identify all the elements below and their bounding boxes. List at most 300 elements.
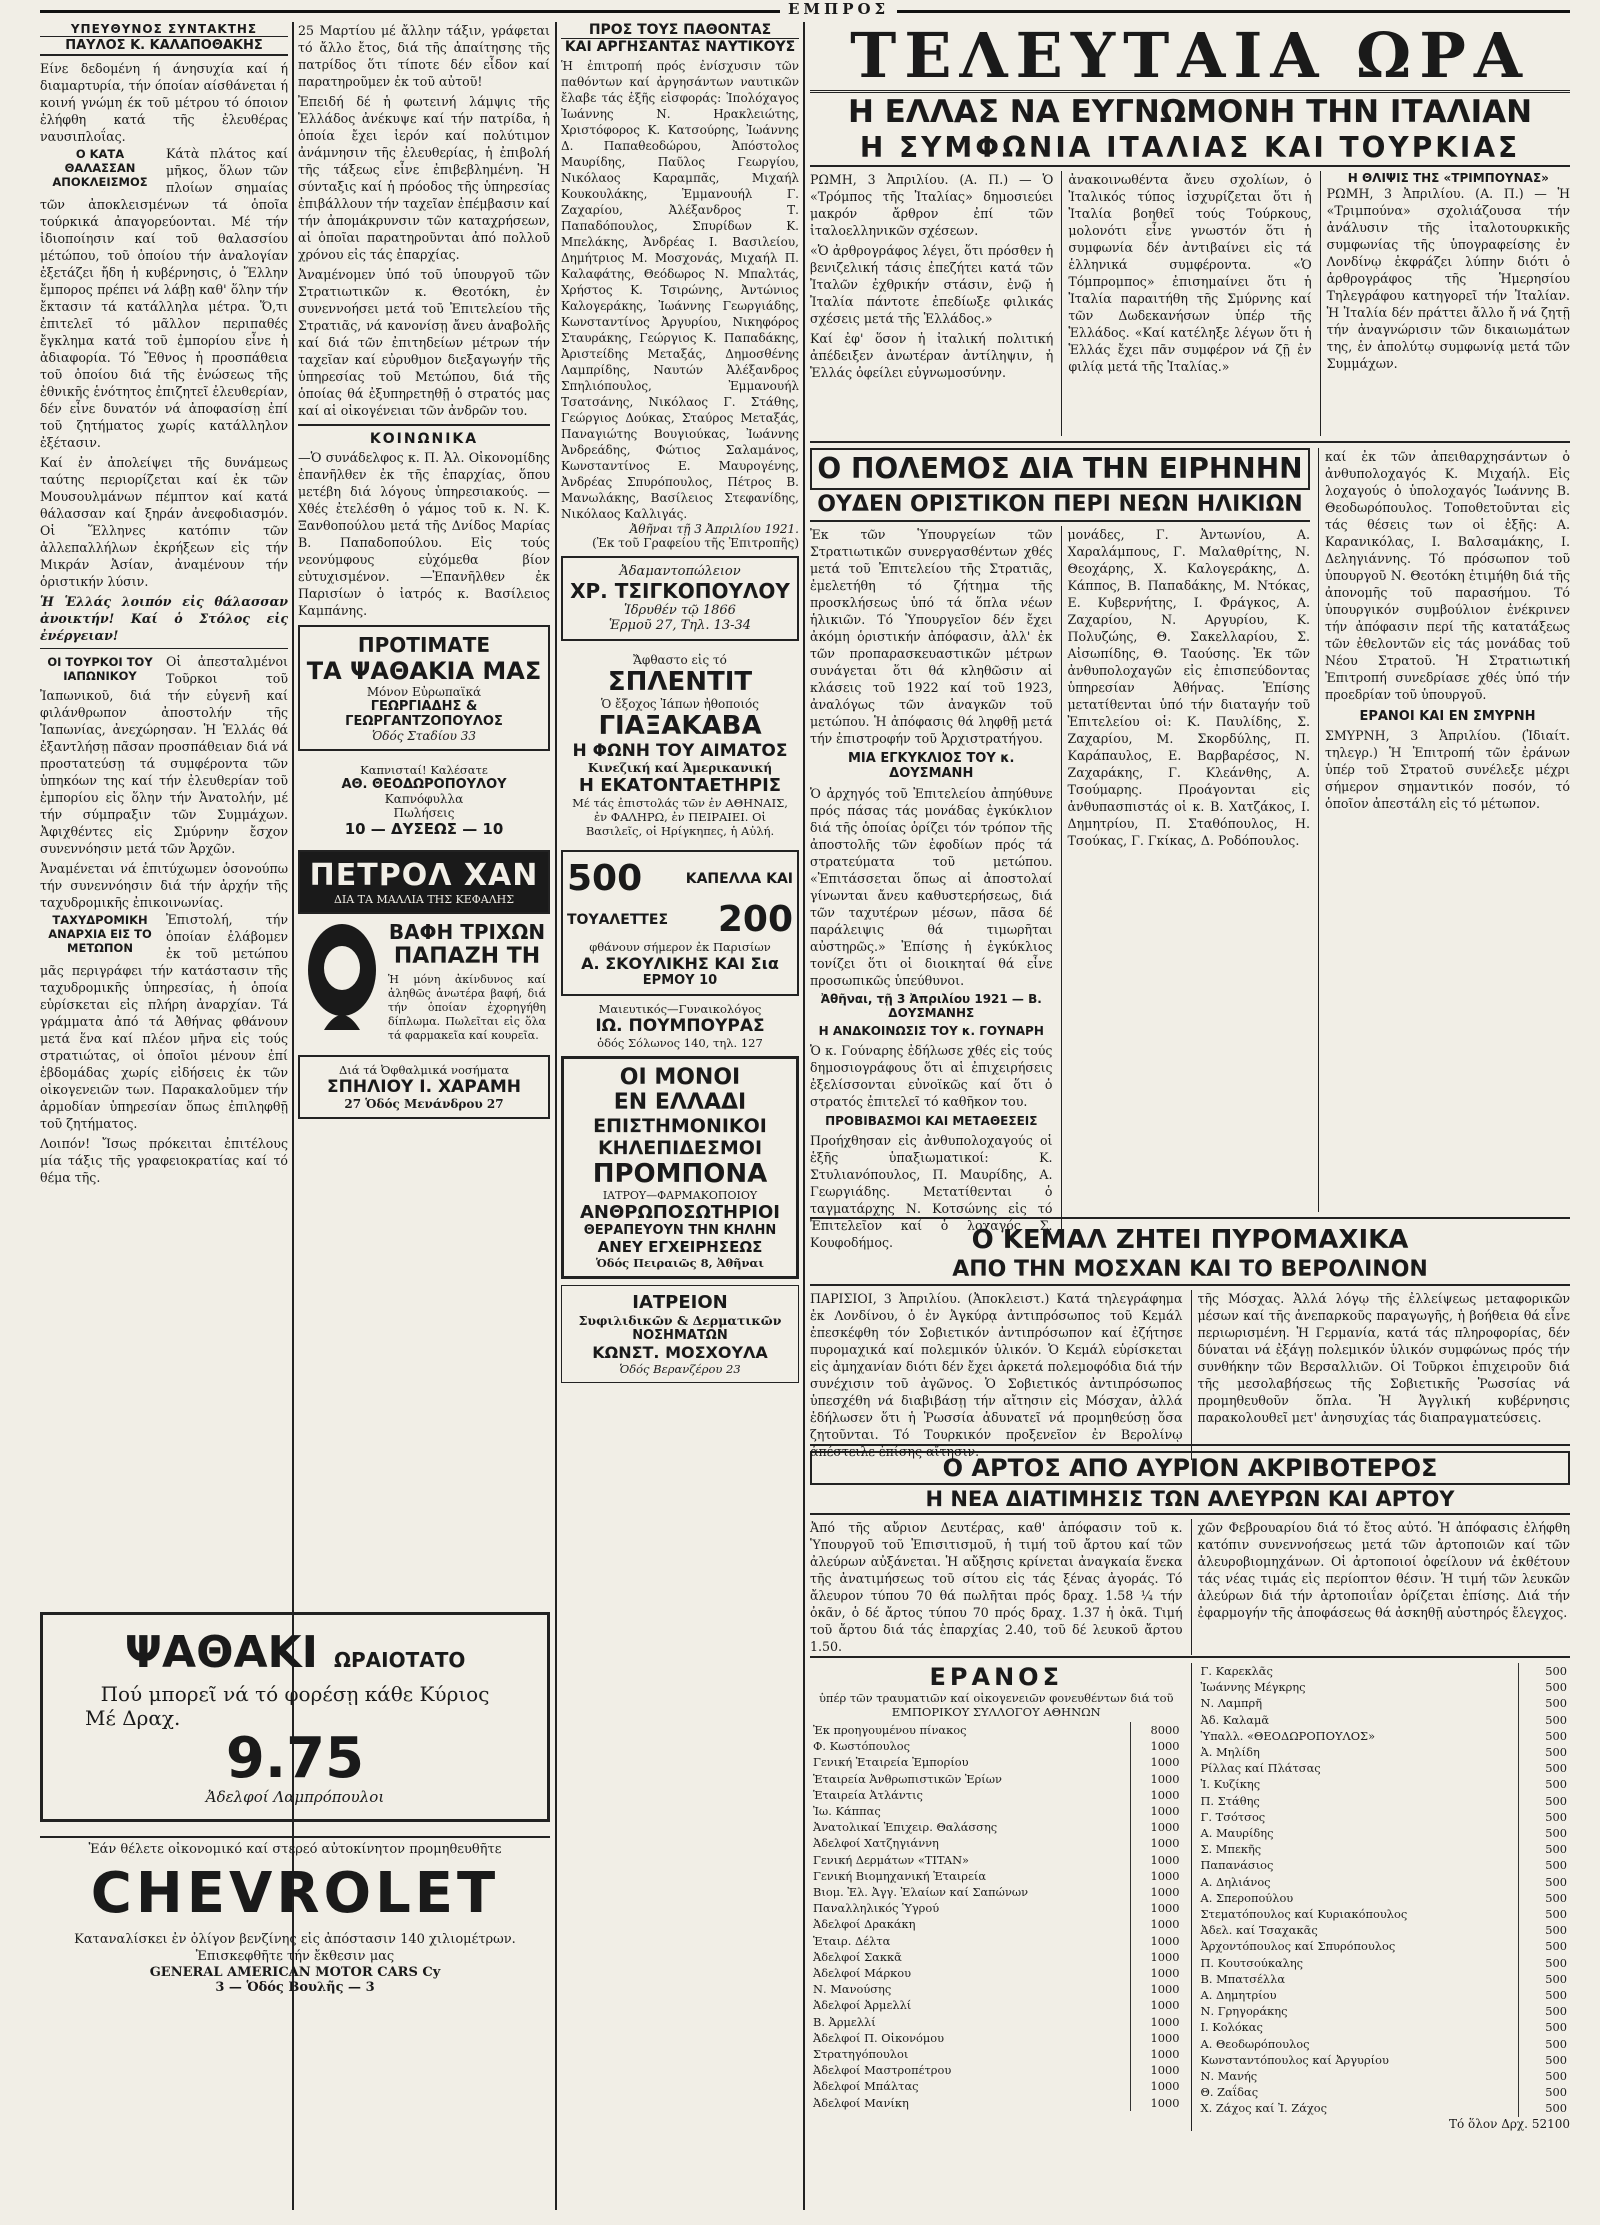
paragraph: Λοιπόν! Ἴσως πρόκειται ἐπιτέλους μία τάξις τῆς γραφειοκρατίας καί τό θέμα τῆς. [40, 1136, 288, 1185]
ad-text: Ἀδελφοί Λαμπρόπουλοι [205, 1788, 385, 1806]
donor-name: Ἀδελφοί Μανίκη [813, 2095, 909, 2110]
donor-name: Ἑταιρ. Δέλτα [813, 1933, 891, 1948]
subheading: ΕΡΑΝΟΙ ΚΑΙ ΕΝ ΣΜΥΡΝΗ [1359, 709, 1536, 724]
donation-row [810, 1835, 1183, 1851]
donation-amount: 500 [1518, 1971, 1570, 1987]
ad-text: Ἱδρυθέν τῷ 1866 [624, 603, 736, 618]
donation-amount: 500 [1518, 1890, 1570, 1906]
donor-name: Φ. Κωστόπουλος [813, 1739, 911, 1754]
ad-text: Καπνόφυλλα [384, 792, 464, 806]
donation-amount: 1000 [1131, 1884, 1183, 1900]
donation-amount: 500 [1518, 1728, 1570, 1744]
donation-amount: 500 [1518, 1809, 1570, 1825]
donation-row [1198, 2084, 1571, 2100]
donor-name: Α. Μαυρίδης [1200, 1826, 1274, 1841]
donation-amount: 500 [1518, 1987, 1570, 2003]
ad-text: Ὁδός Σταδίου 33 [371, 729, 477, 743]
ad-text: Καταναλίσκει ἐν ὀλίγον βενζίνης εἰς ἀπόστασιν 140 χιλιομέτρων. Ἐπισκεφθῆτε τήν ἔκθεσιν μας [74, 1932, 516, 1964]
ad-text: ΑΘ. ΘΕΟΔΩΡΟΠΟΥΛΟΥ [341, 777, 507, 792]
heading: ΠΡΟΣ ΤΟΥΣ ΠΑΘΟΝΤΑΣ [561, 22, 799, 39]
donation-row [1198, 1744, 1571, 1760]
donor-name: Ν. Μανής [1200, 2069, 1258, 2084]
ad-chevrolet [40, 1836, 550, 2006]
donor-name: Ἀδελφοί Μπάλτας [813, 2079, 919, 2094]
ad-number: 500 [567, 858, 643, 899]
paragraph: ἀνακοινωθέντα ἄνευ σχολίων, ὁ Ἰταλικός τύπος ἰσχυρίζεται ὅτι ἡ Ἰταλία βοηθεῖ τούς Τούρκους, μολονότι εἶνε γνωστόν ὅτι ἡ συμφωνία δέν ἀντιβαίνει εἰς τά ἑλληνικά συμφέροντα. «Ὁ Τόμπρομπος» ἐπισημαίνει ὅτι ἡ Ἰταλία παραιτήθη τῆς Σμύρνης καί τῶν Δωδεκανήσων ὑπέρ τῆς Ἑλλάδος. «Καί κατέληξε λέγων ὅτι ἡ Ἑλλάς ἔχει πᾶν συμφέρον νά ζῇ ἐν φιλίᾳ μετά τῆς Ἰταλίας.» [1068, 172, 1312, 374]
ad-text: ΠΕΤΡΟΛ ΧΑΝ [309, 858, 539, 893]
paragraph: ΡΩΜΗ, 3 Ἀπριλίου. (Α. Π.) — Ὁ «Τρόμπος τῆς Ἰταλίας» δημοσιεύει μακρόν ἄρθρον ἐπί τῶν ἰταλοελληνικῶν σχέσεων. [810, 172, 1054, 238]
ad-text: Η ΦΩΝΗ ΤΟΥ ΑΙΜΑΤΟΣ [572, 741, 788, 761]
ad-text: Πωλήσεις [393, 806, 455, 820]
donation-table-right [1198, 1663, 1571, 2117]
side-heading: ΤΑΧΥΔΡΟΜΙΚΗ ΑΝΑΡΧΙΑ ΕΙΣ ΤΟ ΜΕΤΩΠΟΝ [48, 913, 152, 955]
ad-text: Μέ Δραχ. [85, 1706, 181, 1730]
donor-name: Χ. Ζάχος καί Ἰ. Ζάχος [1200, 2101, 1328, 2116]
ad-number: 200 [717, 899, 793, 940]
donation-row [1198, 2003, 1571, 2019]
paragraph: 25 Μαρτίου μέ ἄλλην τάξιν, γράφεται τό ἄλλο ἔτος, διά τῆς ἀπαίτησης τῆς πατρίδος ὅτι τίποτε δέν εἶδον καί παρατηροῦμεν ἐκ τοῦ αὐτοῦ! [298, 23, 550, 89]
donation-row [810, 1997, 1183, 2013]
ad-text: ΙΑΤΡΟΥ—ΦΑΡΜΑΚΟΠΟΙΟΥ [602, 1189, 758, 1202]
donor-name: Σ. Μπεκῆς [1200, 1842, 1262, 1857]
kemal-story [810, 1224, 1570, 1459]
donation-amount: 500 [1518, 1825, 1570, 1841]
ad-text: Μόνον Εὐρωπαϊκά [366, 685, 482, 699]
donor-name: Ἀδ. Καλαμᾶ [1200, 1712, 1270, 1727]
right-section [810, 19, 1570, 2210]
paragraph: Ἀναμένομεν ὑπό τοῦ ὑπουργοῦ τῶν Στρατιωτικῶν κ. Θεοτόκη, ἐν συνεννοήσει μετά τοῦ Ἐπιτελείου τῆς Στρατιᾶς, νά κανονίσῃ ἄνευ ἀναβολῆς καί διά τῶν ἐπιτηδείων μέτρων τήν ταχεῖαν καί εὐρυθμον διεξαγωγήν τῆς ὑπηρεσίας τοῦ Μετώπου, διά τῆς ὁποίας θά ἐξυπηρετηθῇ ὁ στρατός μας καί αἱ οἰκογένειαι τῶν ἀνδρῶν του. [298, 267, 550, 418]
donation-row [810, 2095, 1183, 2111]
ad-text: Καπνισταί! Καλέσατε [360, 763, 488, 777]
donation-amount: 500 [1518, 1874, 1570, 1890]
donation-row [810, 2062, 1183, 2078]
paragraph: Ἀναμένεται νά ἐπιτύχωμεν ὁσονούπω τήν συνεννόησιν διά τήν ἀρχήν τῆς ταχυδρομικῆς ἐπικοινωνίας. [40, 861, 288, 910]
ad-text: Ἄφθαστο εἰς τό [633, 653, 727, 667]
donation-row [1198, 2052, 1571, 2068]
donation-amount: 1000 [1131, 1835, 1183, 1851]
donor-name: Ἀ. Μηλίδη [1200, 1745, 1260, 1760]
ad-clinic [561, 1285, 799, 1383]
donor-name: Α. Δημητρίου [1200, 1988, 1277, 2003]
paragraph: Ἐπειδή δέ ἡ φωτεινή λάμψις τῆς Ἑλλάδος ἀνέκυψε καί τήν πατρίδα, ἡ ὁποία ἔχει ἱερόν καί πολύτιμον ἀνάμνησιν τῆς ἐλευθερίας, ἡ ἐπιβολή τῆς τάξεως εἶνε ἐπιβεβλημένη. Ἡ σύνταξις καί ἡ πρόοδος τῆς ὑπηρεσίας ἐπιβάλλουν τήν ταχεῖαν ἐπέμβασιν καί τήν ἀπομάκρυνσιν τῶν καταχρήσεων, αἱ ὁποῖαι παρατηροῦνται ἀπό πολλοῦ χρόνου εἰς τάς ἐπαρχίας. [298, 94, 550, 262]
donation-amount: 500 [1518, 1712, 1570, 1728]
donor-name: Ν. Μανούσης [813, 1982, 892, 1997]
ad-text: ΙΑΤΡΕΙΟΝ [632, 1292, 728, 1313]
donation-amount: 1000 [1131, 2046, 1183, 2062]
ad-eye-doctor [298, 1055, 550, 1119]
ad-text: Κινεζική καί Ἀμερικανική [587, 761, 773, 775]
woman-portrait-icon [302, 920, 382, 1040]
subheading: ΜΙΑ ΕΓΚΥΚΛΙΟΣ ΤΟΥ κ. ΔΟΥΣΜΑΝΗ [848, 751, 1015, 781]
donor-name: Ρίλλας καί Πλάτσας [1200, 1761, 1321, 1776]
paragraph: Ἀπό τῆς αὔριον Δευτέρας, καθ' ἀπόφασιν τοῦ κ. Ὑπουργοῦ τοῦ Ἐπισιτισμοῦ, ἡ τιμή τοῦ ἄρτου καί τῶν ἀλεύρων αὐξάνεται. Ἡ αὔξησις κρίνεται ἀναγκαία ἕνεκα τῆς ἀνατιμήσεως τοῦ σίτου εἰς τάς ξένας ἀγοράς. Τό ἄλευρον τύπου 70 θά πωλῆται πρός δραχ. 1.58 ¼ τήν ὀκᾶν, ὁ δέ ἄρτος τύπου 70 πρός δραχ. 1.37 ἡ ὀκᾶ. Τιμή τοῦ ἄρτου διά τάς ἐπαρχίας 2.40, τοῦ δέ λευκοῦ ἄρτου 1.50. [810, 1520, 1183, 1654]
donation-amount: 500 [1518, 2019, 1570, 2035]
brand-name: CHEVROLET [90, 1861, 500, 1926]
donation-row [810, 1900, 1183, 1916]
banner-last-hour: ΤΕΛΕΥΤΑΙΑ ΩΡΑ [810, 22, 1570, 93]
signature-line: (Ἐκ τοῦ Γραφείου τῆς Ἐπιτροπῆς) [592, 536, 799, 550]
donor-name: Γ. Καρεκλᾶς [1200, 1664, 1273, 1678]
subheading: Η ΘΛΙΨΙΣ ΤΗΣ «ΤΡΙΜΠΟΥΝΑΣ» [1347, 171, 1549, 185]
divider [810, 441, 1570, 443]
intro-paragraph: Είνε δεδομένη ή άνησυχία καί ή διαμαρτυρία, τήν όποίαν αίσθάνεται ή κοινή γνώμη έκ τοῦ μέτρου τό όποιον ἐλήφθη κατά τῆς ἐλευθέρας ναυσιπλοΐας. [40, 61, 288, 144]
ad-text: Ἀδαμαντοπώλειον [619, 564, 741, 579]
donation-amount: 1000 [1131, 2078, 1183, 2094]
donor-name: Ἀδελφοί Δρακάκη [813, 1917, 916, 1932]
donor-name: Ν. Λαμπρῆ [1200, 1696, 1263, 1711]
paragraph: χῶν Φεβρουαρίου διά τό ἔτος αὐτό. Ἡ ἀπόφασις ἐλήφθη κατόπιν συνεννοήσεως μετά τῶν ἀρτοποιῶν καί τῶν ἀλευροβιομηχάνων. Οἱ ἀρτοποιοί ὀφείλουν νά ἐκθέτουν τάς νέας τιμάς εἰς περίοπτον θέσιν. Ἡ τιμή τῶν λευκῶν ἀλεύρων διά τήν ἀρτοποιΐαν ὁρίζεται ἐπίσης. Διά τήν ἐφαρμογήν τῆς ἀποφάσεως θά ἀσκηθῇ αὐστηρός ἔλεγχος. [1191, 1519, 1571, 1655]
donation-row [810, 1965, 1183, 1981]
donation-amount: 1000 [1131, 1771, 1183, 1787]
donation-row [1198, 1841, 1571, 1857]
donation-list [810, 1663, 1570, 2131]
donation-amount: 1000 [1131, 1997, 1183, 2013]
donation-row [810, 2014, 1183, 2030]
headline: Ο ΠΟΛΕΜΟΣ ΔΙΑ ΤΗΝ ΕΙΡΗΝΗΝ [810, 448, 1310, 490]
donor-name: Ἀδελφοί Μαστροπέτρου [813, 2063, 952, 2078]
donation-row [1198, 1728, 1571, 1744]
donation-amount: 500 [1518, 1841, 1570, 1857]
donation-row [1198, 1695, 1571, 1711]
donor-name: Κωνσταντόπουλος καί Ἀργυρίου [1200, 2052, 1389, 2067]
donation-row [810, 1868, 1183, 1884]
social-news: —Ὁ συνάδελφος κ. Π. Ἀλ. Οἰκονομίδης ἐπανῆλθεν ἐκ τῆς ἐπαρχίας, ὅπου μετέβη διά λόγους ὑπηρεσιακούς. —Χθές ἐτελέσθη ὁ γάμος τοῦ κ. Ν. Κ. Ξανθοπούλου μετά τῆς Δνίδος Μαρίας Β. Παπαδοπούλου. Εἰς τούς νεονύμφους εὐχόμεθα βίον εὐτυχισμένον. —Ἐπανῆλθεν ἐκ Παρισίων ὁ ἰατρός κ. Βασίλειος Καμπάνης. [298, 450, 550, 618]
ad-text: ΑΝΘΡΩΠΟΣΩΤΗΡΙΟΙ [580, 1202, 780, 1223]
headline: Η ΕΛΛΑΣ ΝΑ ΕΥΓΝΩΜΟΝΗ ΤΗΝ ΙΤΑΛΙΑΝ [847, 94, 1533, 130]
ad-text: ΓΕΩΡΓΙΑΔΗΣ & ΓΕΩΡΓΑΝΤΖΟΠΟΥΛΟΣ [345, 699, 503, 729]
donor-name: Β. Ἀρμελλί [813, 2014, 876, 2029]
donor-name: Ἰ. Κυζίκης [1200, 1777, 1261, 1792]
donation-row [1198, 1663, 1571, 1679]
paragraph: ΣΜΥΡΝΗ, 3 Ἀπριλίου. (Ἰδιαίτ. τηλεγρ.) Ἡ Ἐπιτροπή τῶν ἐράνων ὑπέρ τοῦ Στρατοῦ συνέλεξε μέχρι σήμερον σημαντικόν ποσόν, τό ὁποῖον ἀπεστάλη εἰς τό μέτωπον. [1325, 728, 1570, 811]
ad-text: ΚΩΝΣΤ. ΜΟΣΧΟΥΛΑ [592, 1343, 768, 1362]
ad-text: ΣΠΛΕΝΤΙΤ [607, 667, 753, 697]
ad-text: GENERAL AMERICAN MOTOR CARS Cy [149, 1965, 441, 1980]
ad-text: ΠΑΠΑΖΗ ΤΗ [393, 944, 541, 969]
donation-amount: 500 [1518, 1922, 1570, 1938]
ad-text: Ἑρμοῦ 27, Τηλ. 13-34 [608, 618, 752, 633]
italy-story [810, 171, 1570, 436]
donation-row [1198, 1890, 1571, 1906]
donation-row [810, 1754, 1183, 1770]
ad-text: ΒΑΦΗ ΤΡΙΧΩΝ [388, 920, 546, 944]
donor-name: Α. Σπεροπούλου [1200, 1890, 1294, 1905]
byline-name: ΠΑΥΛΟΣ Κ. ΚΑΛΑΠΟΘΑΚΗΣ [40, 36, 288, 56]
donor-name: Ὑπαλλ. «ΘΕΟΔΩΡΟΠΟΥΛΟΣ» [1200, 1728, 1376, 1743]
donation-row [1198, 2019, 1571, 2035]
paragraph: Ὁ κ. Γούναρης ἐδήλωσε χθές εἰς τούς δημοσιογράφους ὅτι αἱ ἐπιχειρήσεις ἐξελίσσονται εὐνοϊκῶς καί ὅτι ὁ στρατός ἐπιτελεῖ τό καθῆκον του. [810, 1043, 1053, 1109]
donor-name: Ἀδελφοί Σακκᾶ [813, 1949, 902, 1964]
ad-text: Ὁδός Βερανζέρου 23 [619, 1362, 741, 1376]
social-heading: ΚΟΙΝΩΝΙΚΑ [369, 431, 479, 447]
donor-name: Ἀδελ. καί Τσαχακᾶς [1200, 1923, 1318, 1938]
headline: ΟΥΔΕΝ ΟΡΙΣΤΙΚΟΝ ΠΕΡΙ ΝΕΩΝ ΗΛΙΚΙΩΝ [810, 490, 1310, 522]
donation-amount: 1000 [1131, 1738, 1183, 1754]
donation-row [1198, 1776, 1571, 1792]
headline: ΑΠΟ ΤΗΝ ΜΟΣΧΑΝ ΚΑΙ ΤΟ ΒΕΡΟΛΙΝΟΝ [810, 1256, 1570, 1286]
divider [298, 424, 550, 426]
headline: Ο ΑΡΤΟΣ ΑΠΟ ΑΥΡΙΟΝ ΑΚΡΙΒΟΤΕΡΟΣ [810, 1451, 1570, 1485]
paragraph: Οἱ ἀπεσταλμένοι Τοῦρκοι τοῦ Ἰαπωνικοῦ, διά τήν εὐγενῆ καί φιλάνθρωπον ἀποστολήν τῆς Ἰαπωνίας, ἀνεχώρησαν. Ἡ Ἑλλάς θά ἐξαντλήσῃ πᾶσαν προσπάθειαν διά νά προστατεύσῃ τά συμφέροντα τῶν ὑπηκόων της καί τήν ἐλευθερίαν τοῦ ἐμπορίου εἰς ὅλην τήν Ἀνατολήν, μέ τήν σύμπραξιν τῶν Συμμάχων. Ἀφιχθέντες εἰς Σμύρνην ἔσχον συνεννόησιν μετά τῶν Ἀρχῶν. [40, 654, 288, 856]
donation-amount: 500 [1518, 1906, 1570, 1922]
ad-text: Η ΕΚΑΤΟΝΤΑΕΤΗΡΙΣ [578, 775, 782, 796]
donation-amount: 500 [1518, 1793, 1570, 1809]
paragraph: μονάδες, Γ. Ἀντωνίου, Α. Χαραλάμπους, Γ. Μαλαθρίτης, Ν. Θεοχάρης, Χ. Καλογεράκης, Δ. Κάππος, Β. Παπαδάκης, Μ. Ντόκας, Ε. Κυβερνήτης, Ι. Φράγκος, Α. Ζαχαρίου, Ν. Αργυρίου, Κ. Πολυζώης, Θ. Σακελλαρίου, Σ. Αἰσωπίδης, Θ. Ταούσης. Ἐκ τῶν ἀνθυπολοχαγῶν εἰς ἐπισπεύδοντας ὑπηρεσίαν Ἀθήνας. Ἐπίσης μετατίθενται ὑπό τήν διαταγήν τοῦ Ἐπιτελείου οἱ: Κ. Παυλίδης, Σ. Ζαχαρίου, Μ. Σκορδύλης, Π. Καράπαυλος, Ε. Βαρβαρέσος, Ν. Ζαχαράκης, Γ. Κλεάνθης, Α. Τσούμαρης. Προάγονται εἰς ἀνθυπασπιστάς οἱ κ. Β. Χατζάκος, Ι. Δημητρίου, Π. Σταθόπουλος, Η. Τσούκας, Γ. Γκίκας, Δ. Ροδόπουλος. [1067, 527, 1310, 848]
ad-text: ΠΡΟΜΠΟΝΑ [592, 1159, 768, 1189]
donor-name: Στεματόπουλος καί Κυριακόπουλος [1200, 1907, 1408, 1922]
ad-text: Μαιευτικός—Γυναικολόγος [598, 1002, 762, 1016]
ad-text: ΚΗΛΕΠΙΔΕΣΜΟΙ [597, 1137, 763, 1159]
ad-text: ὁδός Σόλωνος 140, τηλ. 127 [597, 1036, 763, 1050]
ad-text: Ὁ ἔξοχος Ἰάπων ἠθοποιός [601, 697, 759, 711]
donation-amount: 1000 [1131, 1900, 1183, 1916]
donation-row [1198, 1906, 1571, 1922]
donor-name: Παναλληλικός Ὑγρού [813, 1901, 940, 1916]
donation-amount: 500 [1518, 2003, 1570, 2019]
price: 9.75 [225, 1726, 365, 1791]
masthead: ΕΜΠΡΟΣ [780, 0, 897, 18]
donor-name: Ἰω. Κάππας [813, 1804, 881, 1819]
paragraph: Προήχθησαν εἰς ἀνθυπολοχαγούς οἱ ἑξῆς ὑπαξιωματικοί: Κ. Στυλιανόπουλος, Π. Μαυρίδης, Α. Γεωργιάδης. Μετατίθενται ὁ ταγματάρχης Ν. Κοτσώνης εἰς τό Ἐπιτελεῖον καί ὁ λοχαγός Σ. Κουφοδήμος. [810, 1133, 1053, 1250]
ad-text: ΙΩ. ΠΟΥΜΠΟΥΡΑΣ [595, 1016, 765, 1036]
donation-row [1198, 2100, 1571, 2116]
ad-text: 3 — Ὁδός Βουλῆς — 3 [215, 1980, 375, 1995]
ad-text: Α. ΣΚΟΥΛΙΚΗΣ ΚΑΙ Σια [581, 954, 779, 973]
donation-amount: 1000 [1131, 2095, 1183, 2111]
donor-name: Π. Κουτσούκαλης [1200, 1955, 1304, 1970]
donation-amount: 1000 [1131, 1803, 1183, 1819]
ad-text: ΩΡΑΙΟΤΑΤΟ [334, 1648, 466, 1672]
ad-text: Ἐάν θέλετε οἰκονομικό καί στερεό αὐτοκίνητον προμηθευθῆτε [88, 1842, 502, 1857]
donation-row [1198, 1793, 1571, 1809]
donation-subtitle: ὑπέρ τῶν τραυματιῶν καί οἰκογενειῶν φονευθέντων διά τοῦ ΕΜΠΟΡΙΚΟΥ ΣΥΛΛΟΓΟΥ ΑΘΗΝΩΝ [818, 1691, 1174, 1719]
donor-name: Γ. Τσότσος [1200, 1809, 1266, 1824]
subheading: ΠΡΟΒΙΒΑΣΜΟΙ ΚΑΙ ΜΕΤΑΘΕΣΕΙΣ [825, 1114, 1038, 1128]
ad-hats-500 [561, 850, 799, 996]
ad-jeweller [561, 556, 799, 641]
donation-row [1198, 1679, 1571, 1695]
signature-line: Ἀθῆναι, τῇ 3 Ἀπριλίου 1921 — Β. ΔΟΥΣΜΑΝΗΣ [820, 992, 1042, 1020]
donation-amount: 500 [1518, 2036, 1570, 2052]
paragraph: καί ἐκ τῶν ἀπειθαρχησάντων ὁ ἀνθυπολοχαγός Κ. Μιχαήλ. Εἰς λοχαγούς ὁ ὑπολοχαγός Ἰωάννης Β. Θεοδωρόπουλος. Τοποθετοῦνται εἰς τάς θέσεις των οἱ ἑξῆς: Α. Καρανικόλας, Ι. Βαλσαμάκης, Ι. Δεληγιάννης. Τό πρόσωπον τοῦ ὑπουργοῦ Ν. Θεοτόκη ἐτιμήθη διά τῆς ἀπονομῆς τοῦ παρασήμου. Τό ὑπουργικόν συμβούλιον ἐνέκρινεν τήν ἀπόφασιν περί τῆς κατατάξεως τῶν ἐθελοντῶν εἰς τάς μονάδας τοῦ Νέου Στρατοῦ. Ἡ Στρατιωτική Ἐπιτροπή συνεδρίασε χθές ὑπό τήν προεδρίαν τοῦ ὑπουργοῦ. [1325, 449, 1570, 702]
donation-amount: 1000 [1131, 2062, 1183, 2078]
ad-petrol-han [298, 850, 550, 914]
donation-row [1198, 1825, 1571, 1841]
donor-name: Α. Θεοδωρόπουλος [1200, 2036, 1310, 2051]
paragraph: ΡΩΜΗ, 3 Ἀπριλίου. (Α. Π.) — Ἡ «Τριμπούνα» σχολιάζουσα τήν ἀνάλυσιν τῆς ἰταλοτουρκικῆς συμφωνίας τῆς ὑπογραφείσης ἐν Λονδίνῳ ἐκφράζει λύπην διότι ὁ ἀρθρογράφος τῆς Ἡμερησίου Τηλεγράφου κατηγορεῖ τήν Ἰταλίαν. Ἡ Ἰταλία δέν πράττει ἄλλο ἤ νά ζητῇ τήν ἀναγνώρισιν τῶν δικαιωμάτων της, ἐν ἀπολύτῳ συμφωνίᾳ μετά τῶν Συμμάχων. [1326, 186, 1570, 371]
ad-hernia-belts [561, 1056, 799, 1279]
donation-row [810, 2046, 1183, 2062]
donor-name: Ἀδελφοί Μάρκου [813, 1966, 912, 1981]
donation-amount: 500 [1518, 1760, 1570, 1776]
donation-row [1198, 1874, 1571, 1890]
ad-text: 27 Ὁδός Μενάνδρου 27 [344, 1097, 504, 1111]
ad-cinema [561, 647, 799, 844]
column-rule [555, 22, 557, 2210]
donor-name: Γενική Ἑταιρεία Ἐμπορίου [813, 1755, 969, 1770]
donation-row [810, 1771, 1183, 1787]
ad-text: φθάνουν σήμερον ἐκ Παρισίων [589, 940, 771, 954]
ad-text: ΣΠΗΛΙΟΥ Ι. ΧΑΡΑΜΗ [327, 1077, 521, 1097]
donation-amount: 1000 [1131, 1787, 1183, 1803]
donor-name: Ἑταιρεία Ἀνθρωπιστικῶν Ἐρίων [813, 1771, 1002, 1786]
donation-row [810, 1933, 1183, 1949]
donation-row [810, 1819, 1183, 1835]
donation-row [810, 1803, 1183, 1819]
ad-text: ΘΕΡΑΠΕΥΟΥΝ ΤΗΝ ΚΗΛΗΝ [583, 1223, 777, 1238]
ad-text: Πού μπορεῖ νά τό φορέσῃ κάθε Κύριος [100, 1682, 490, 1706]
donation-amount: 1000 [1131, 1949, 1183, 1965]
donor-name: Θ. Ζαΐδας [1200, 2085, 1259, 2100]
paragraph: Καί ἐφ' ὅσον ἡ ἰταλική πολιτική ἀπέδειξεν ἀνωτέραν ἀντίληψιν, ἡ Ἑλλάς ὀφείλει εὐγνωμοσύνην. [810, 331, 1054, 380]
ad-text: Μέ τάς ἐπιστολάς τῶν ἐν ΑΘΗΝΑΙΣ, ἐν ΦΑΛΗΡΩ, ἐν ΠΕΙΡΑΙΕΙ. Οἱ Βασιλεῖς, οἱ Ηρίγκηπες, ἡ Αὐλή. [572, 796, 788, 838]
donation-row [810, 1722, 1183, 1738]
donor-name: Ἰωάννης Μέγκρης [1200, 1680, 1306, 1695]
date-line: Ἀθῆναι τῇ 3 Ἀπριλίου 1921. [629, 522, 799, 536]
donation-table-left [810, 1722, 1183, 2111]
donation-row [810, 2030, 1183, 2046]
donation-amount: 1000 [1131, 1981, 1183, 1997]
ad-hats [298, 625, 550, 751]
donation-amount: 1000 [1131, 1916, 1183, 1932]
ad-text: ΓΙΑΞΑΚΑΒΑ [598, 711, 762, 741]
donation-amount: 500 [1518, 1776, 1570, 1792]
ad-psathaki [40, 1612, 550, 1822]
donation-amount: 500 [1518, 1744, 1570, 1760]
side-heading: ΟΙ ΤΟΥΡΚΟΙ ΤΟΥ ΙΑΠΩΝΙΚΟΥ [47, 655, 153, 683]
donor-name: Ἀδελφοί Ἀρμελλί [813, 1998, 912, 2013]
byline-role: ΥΠΕΥΘΥΝΟΣ ΣΥΝΤΑΚΤΗΣ [70, 22, 258, 36]
donation-row [1198, 1712, 1571, 1728]
ad-text: ΨΑΘΑΚΙ [124, 1627, 318, 1678]
paragraph: Καί ἐν ἀπολείψει τῆς δυνάμεως ταύτης περιορίζεται καί ἐκ τῶν Μουσουλμάνων πέμπτον καί κατά θάλασσαν καί ξηράν ἀνεφοδιασμόν. Οἱ Ἕλληνες κατόπιν τῶν ἀλλεπαλλήλων ἐκρήξεων εἰς τήν Μικράν Ἀσίαν, ἀναμένουν τήν ὁριστικήν λύσιν. [40, 455, 288, 589]
column-1 [40, 22, 288, 1605]
ad-gynecologist [561, 1002, 799, 1050]
donation-amount: 500 [1518, 2100, 1570, 2116]
ad-text: ΤΟΥΑΛΕΤΤΕΣ [567, 911, 669, 928]
donation-row [1198, 1971, 1571, 1987]
donation-amount: 500 [1518, 1679, 1570, 1695]
paragraph: τῆς Μόσχας. Ἀλλά λόγῳ τῆς ἐλλείψεως μεταφορικῶν μέσων καί τῆς ἀνεπαρκοῦς παραγωγῆς, ἡ βοήθεια θά εἶνε περιωρισμένη. Ἡ Γερμανία, κατά τάς πληροφορίας, δέν δύναται νά ἐξάγῃ πολεμικόν ὑλικόν συμφώνως πρός τήν συνθήκην τῶν Βερσαλλιῶν. Οἱ Τοῦρκοι ἐπιχειροῦν διά τῆς μεσολαβήσεως τῆς Σοβιετικῆς Ῥωσσίας νά προμηθευθοῦν ὅπλα. Ἡ Ἀγγλική κυβέρνησις παρακολουθεῖ μετ' ἀνησυχίας τάς διαπραγματεύσεις. [1191, 1290, 1571, 1460]
donation-row [810, 1787, 1183, 1803]
donation-total: Τό ὅλον Δρχ. 52100 [1448, 2116, 1570, 2131]
donation-row [810, 1981, 1183, 1997]
donation-amount: 500 [1518, 2084, 1570, 2100]
ad-text: 10 — ΔΥΣΕΩΣ — 10 [344, 820, 504, 838]
donation-amount: 500 [1518, 1955, 1570, 1971]
donation-amount: 1000 [1131, 1852, 1183, 1868]
donation-amount: 1000 [1131, 2014, 1183, 2030]
donor-name: Γενική Βιομηχανική Ἑταιρεία [813, 1868, 987, 1883]
donor-name: Παπανάσιος [1200, 1858, 1274, 1873]
donor-name: Ἀρχοντόπουλος καί Σπυρόπουλος [1200, 1939, 1396, 1954]
donor-name: Ἑταιρεία Ἀτλάντις [813, 1787, 923, 1802]
column-3 [561, 22, 799, 2210]
donation-amount: 500 [1518, 1857, 1570, 1873]
donor-name: Ἀδελφοί Π. Οἰκονόμου [813, 2030, 945, 2045]
ad-tobacco [298, 757, 550, 844]
ad-hair-dye [298, 920, 550, 1049]
ad-text: Διά τά Ὀφθαλμικά νοσήματα [338, 1063, 510, 1077]
donation-amount: 1000 [1131, 2030, 1183, 2046]
ad-text: ΧΡ. ΤΣΙΓΚΟΠΟΥΛΟΥ [570, 579, 790, 603]
ad-text: ΔΙΑ ΤΑ ΜΑΛΛΙΑ ΤΗΣ ΚΕΦΑΛΗΣ [333, 893, 515, 906]
donation-amount: 1000 [1131, 1965, 1183, 1981]
ad-text: Συφιλιδικῶν & Δερματικῶν [578, 1313, 782, 1328]
donation-row [810, 2078, 1183, 2094]
donation-row [1198, 1922, 1571, 1938]
paragraph: ΠΑΡΙΣΙΟΙ, 3 Ἀπριλίου. (Ἀποκλειστ.) Κατά τηλεγράφημα ἐκ Λονδίνου, ὁ ἐν Ἀγκύρᾳ ἀντιπρόσωπος τοῦ Κεμάλ ἐπεσκέφθη τόν Σοβιετικόν ἀντιπρόσωπον καί ἐζήτησε πυρομαχικά καί πολεμικόν ὑλικόν. Ὁ Κεμάλ εὑρίσκεται εἰς ἀμηχανίαν διότι δέν ἔχει ἀρκετά πολεμοφόδια διά τήν συνέχισιν τοῦ ἀγῶνος. Ὁ Σοβιετικός ἀντιπρόσωπος ὑπεσχέθη νά διαβιβάσῃ τήν αἴτησιν εἰς Μόσχαν, ἀλλά ἐδήλωσεν ὅτι ἡ Ῥωσσία ἀδυνατεῖ νά προμηθεύσῃ ὅσα ζητοῦνται. Τό Τουρκικόν προξενεῖον ἐν Βερολίνῳ ἀπέστειλε ἐπίσης αἴτησιν. [810, 1291, 1183, 1459]
column-rule [803, 22, 805, 2210]
donation-amount: 1000 [1131, 1868, 1183, 1884]
donation-amount: 500 [1518, 2068, 1570, 2084]
ad-text: Ἡ μόνη ἀκίνδυνος καί ἀληθῶς ἀνωτέρα βαφή, διά τήν ὁποίαν ἐχορηγήθη δίπλωμα. Πωλεῖται εἰς ὅλα τά φαρμακεῖα καί κουρεῖα. [388, 973, 546, 1042]
side-heading: Ο ΚΑΤΑ ΘΑΛΑΣΣΑΝ ΑΠΟΚΛΕΙΣΜΟΣ [52, 147, 148, 189]
divider [810, 1656, 1570, 1658]
donation-row [810, 1852, 1183, 1868]
donor-name: Γενική Δερμάτων «TITAN» [813, 1852, 970, 1867]
donor-name: Στρατηγόπουλοι [813, 2047, 909, 2062]
donation-row [1198, 1938, 1571, 1954]
donation-row [1198, 1955, 1571, 1971]
headline: Η ΣΥΜΦΩΝΙΑ ΙΤΑΛΙΑΣ ΚΑΙ ΤΟΥΡΚΙΑΣ [810, 131, 1570, 167]
donor-name: Ἀδελφοί Χατζηγιάννη [813, 1836, 939, 1851]
donor-name: Ι. Κολόκας [1200, 2020, 1263, 2035]
donor-name: Ἐκ προηγουμένου πίνακος [813, 1723, 967, 1737]
headline: Η ΝΕΑ ΔΙΑΤΙΜΗΣΙΣ ΤΩΝ ΑΛΕΥΡΩΝ ΚΑΙ ΑΡΤΟΥ [810, 1485, 1570, 1515]
column-2 [298, 22, 550, 1605]
ad-text: ΕΡΜΟΥ 10 [642, 973, 718, 988]
paragraph: Ἐπιστολή, τήν ὁποίαν ἐλάβομεν ἐκ τοῦ μετώπου μᾶς περιγράφει τήν κατάστασιν τῆς ταχυδρομικῆς ὑπηρεσίας, ἡ ὁποία εὑρίσκεται εἰς πλήρη ἀναρχίαν. Τά γράμματα ἀπό τά Ἀθήνας φθάνουν μετά ἕνα καί πλέον μῆνα εἰς τούς στρατιώτας, οἱ ὁποῖοι μένουν ἐπί ἑβδομάδας χωρίς εἰδήσεις ἐκ τῶν οἰκογενειῶν των. Παρακαλοῦμεν τήν ἁρμοδίαν ὑπηρεσίαν ὅπως ἐπιληφθῇ τοῦ ζητήματος. [40, 912, 288, 1131]
donation-row [1198, 1987, 1571, 2003]
donation-amount: 1000 [1131, 1933, 1183, 1949]
ad-text: ΤΑ ΨΑΘΑΚΙΑ ΜΑΣ [306, 657, 542, 685]
donation-amount: 500 [1518, 1938, 1570, 1954]
donation-row [1198, 2036, 1571, 2052]
ad-text: ΕΝ ΕΛΛΑΔΙ [613, 1090, 747, 1115]
donor-name: Ν. Γρηγοράκης [1200, 2004, 1288, 2019]
donation-row [1198, 2068, 1571, 2084]
ad-text: ΝΟΣΗΜΑΤΩΝ [632, 1328, 728, 1343]
ad-text: ΟΙ ΜΟΝΟΙ [619, 1065, 741, 1090]
paragraph: Ἐκ τῶν Ὑπουργείων τῶν Στρατιωτικῶν συνεργασθέντων χθές μετά τοῦ Ἐπιτελείου τῆς Στρατιᾶς, ἐμελετήθη τό ζήτημα τῆς προσκλήσεως ὑπό τά ὅπλα νέων ἡλικιῶν. Τό Ὑπουργεῖον δέν ἔχει ἀκόμη ὁριστικήν ἀπόφασιν, ἀλλ' ἐκ τῶν προπαρασκευαστικῶν μέτρων συνάγεται ὅτι θά κληθῶσιν αἱ κλάσεις τοῦ 1922 καί τοῦ 1923, ἀναλόγως τῶν ἀναγκῶν τοῦ μετώπου. Ἡ ἀπόφασις θά ληφθῇ μετά τήν ἐπιστροφήν τοῦ Ἀρχιστρατήγου. [810, 527, 1053, 746]
ad-text: ΕΠΙΣΤΗΜΟΝΙΚΟΙ [593, 1115, 767, 1137]
donor-name: Α. Δηλιάνος [1200, 1874, 1271, 1889]
divider [40, 648, 288, 649]
donation-amount: 8000 [1131, 1722, 1183, 1738]
headline: Ο ΚΕΜΑΛ ΖΗΤΕΙ ΠΥΡΟΜΑΧΙΚΑ [971, 1225, 1409, 1255]
ad-text: ΚΑΠΕΛΛΑ ΚΑΙ [685, 870, 793, 887]
subheading: Η ΑΝΔΚΟΙΝΩΣΙΣ ΤΟΥ κ. ΓΟΥΝΑΡΗ [818, 1024, 1044, 1038]
donors-list: Ἡ ἐπιτροπή πρός ἐνίσχυσιν τῶν παθόντων καί ἀργησάντων ναυτικῶν ἔλαβε τάς ἑξῆς εἰσφοράς: Ἱπολόχαγος Ἰωάννης Ν. Ηρακλειώτης, Χριστόφορος Κ. Κατσούρης, Ἰωάννης Δ. Παπαθεοδώρου, Ἀπόστολος Μαυρίδης, Παῦλος Γεωργίου, Νικόλαος Καραμπᾶς, Μιχαήλ Κουκουλάκης, Ἐμμανουήλ Γ. Ζαχαρίου, Ἀλέξανδρος Τ. Παπαδόπουλος, Σπυρίδων Κ. Μπελάκης, Ἀνδρέας Ι. Βασιλείου, Δημήτριος Μ. Μοσχονάς, Μιχαήλ Π. Καλαφάτης, Θεόδωρος Ν. Μπαλτάς, Χρήστος Κ. Τσιρώνης, Ἀντώνιος Καλογεράκης, Ἰωάννης Γεωργιάδης, Κωνσταντίνος Ἀργυρίου, Νικηφόρος Σταυράκης, Γεώργιος Κ. Παπαδάκης, Ἀριστείδης Μεταξάς, Δημοσθένης Λαμπρίδης, Ναυτών Ἀλέξανδρος Σπηλιόπουλος, Ἐμμανουήλ Τσατσάνης, Νικόλαος Γ. Στάθης, Γεώργιος Δούκας, Σταύρος Μεταξάς, Παναγιώτης Βουγιούκας, Ἰωάννης Ἀνδρεάδης, Φώτιος Σαλαμάνος, Κωνσταντίνος Ε. Μαυρογένης, Ἀνδρέας Σπυρόπουλος, Πέτρος Β. Μανωλάκης, Βασίλειος Στεφανίδης, Νικόλαος Καλλιγάς. [561, 59, 799, 521]
donation-row [810, 1738, 1183, 1754]
exclamation: Ἡ Ἑλλάς λοιπόν εἰς θάλασσαν ἀνοικτήν! Καί ὁ Στόλος εἰς ἐνέργειαν! [40, 594, 288, 643]
ad-text: Ὁδός Πειραιῶς 8, Ἀθῆναι [596, 1256, 764, 1270]
donation-amount: 500 [1518, 2052, 1570, 2068]
donation-row [1198, 1809, 1571, 1825]
donor-name: Βιομ. Ἐλ. Ἀγγ. Ἐλαίων καί Σαπώνων [813, 1885, 1029, 1900]
donation-amount: 1000 [1131, 1754, 1183, 1770]
donation-row [810, 1949, 1183, 1965]
donation-row [810, 1916, 1183, 1932]
donation-title: ΕΡΑΝΟΣ [929, 1663, 1063, 1691]
donor-name: Β. Μπατσέλλα [1200, 1971, 1286, 1986]
bread-story [810, 1451, 1570, 1654]
donor-name: Π. Στάθης [1200, 1793, 1260, 1808]
paragraph: Ὁ ἀρχηγός τοῦ Ἐπιτελείου ἀπηύθυνε πρός πάσας τάς μονάδας ἐγκύκλιον διά τῆς ὁποίας ὁρίζει τόν τρόπον τῆς ἀποστολῆς τῶν ἐφοδίων πρός τά στρατεύματα τοῦ μετώπου. «Ἐπιτάσσεται ὅπως αἱ ἀποστολαί γίνωνται ἄνευ καθυστερήσεως, διά τῶν ταχυτέρων μέσων, πᾶσα δέ παράλειψις θά τιμωρῆται αὐστηρῶς.» Ἐπίσης ἡ ἐγκύκλιος τονίζει ὅτι οἱ διοικηταί θά εἶνε προσωπικῶς ὑπεύθυνοι. [810, 786, 1053, 988]
ad-text: ΠΡΟΤΙΜΑΤΕ [357, 633, 491, 657]
donation-row [1198, 1760, 1571, 1776]
